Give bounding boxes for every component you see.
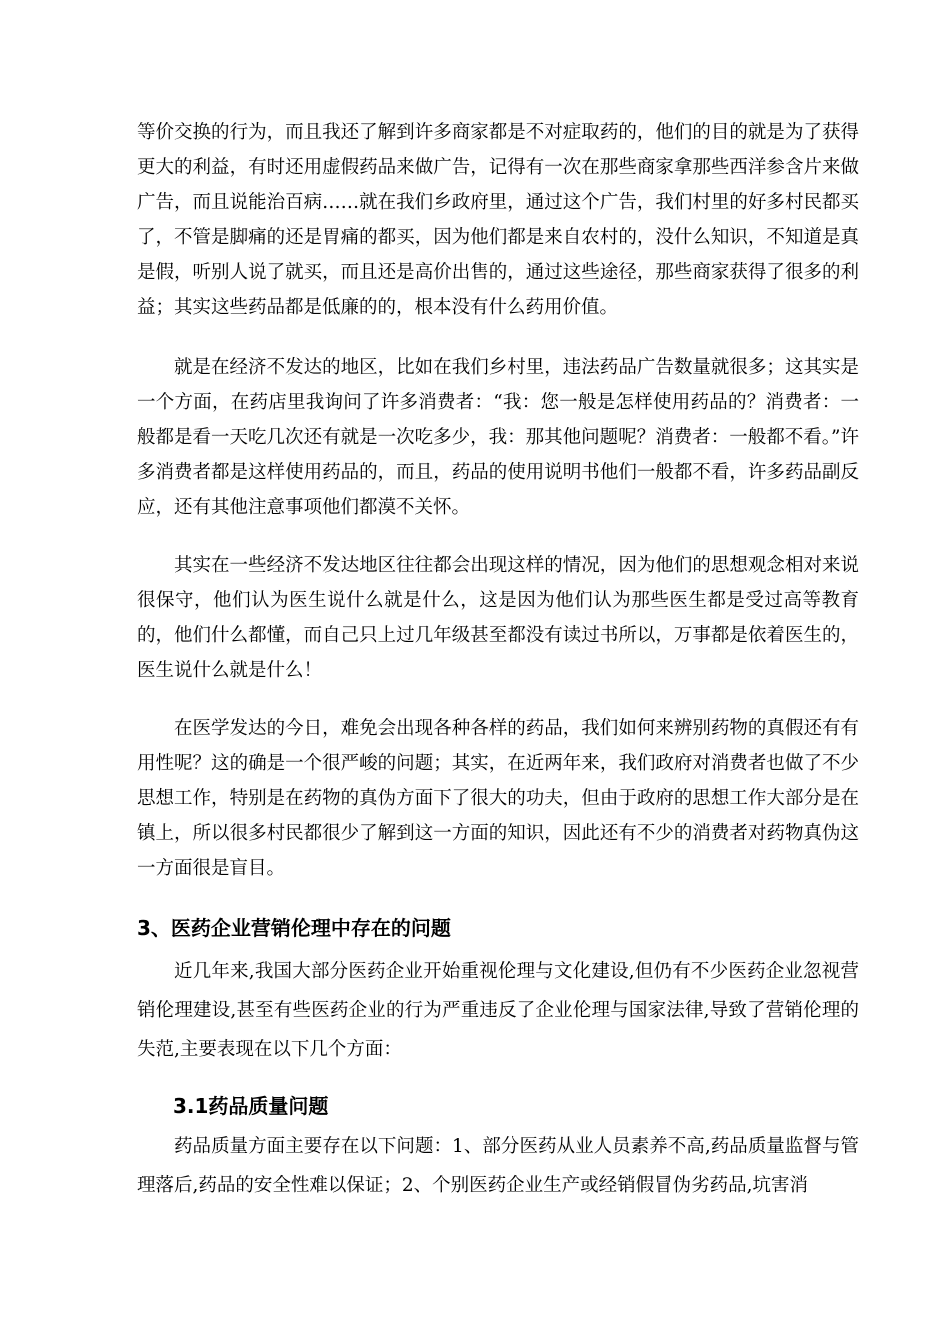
paragraph-section-intro: 近几年来,我国大部分医药企业开始重视伦理与文化建设,但仍有不少医药企业忽视营销伦理建设,甚至有些医药企业的行为严重违反了企业伦理与国家法律,导致了营销伦理的失范,主要表现在以下几个方面： xyxy=(137,961,859,1060)
paragraph-body-3: 其实在一些经济不发达地区往往都会出现这样的情况，因为他们的思想观念相对来说很保守，他们认为医生说什么就是什么，这是因为他们认为那些医生都是受过高等教育的，他们什么都懂，而自己只上过几年级甚至都没有读过书所以，万事都是依着医生的，医生说什么就是什么！ xyxy=(137,555,859,681)
paragraph-body-1: 等价交换的行为，而且我还了解到许多商家都是不对症取药的，他们的目的就是为了获得更大的利益，有时还用虚假药品来做广告，记得有一次在那些商家拿那些西洋参含片来做广告，而且说能治百病……就在我们乡政府里，通过这个广告，我们村里的好多村民都买了，不管是脚痛的还是胃痛的都买，因为他们都是来自农村的，没什么知识，不知道是真是假，听别人说了就买，而且还是高价出售的，通过这些途径，那些商家获得了很多的利益；其实这些药品都是低廉的的，根本没有什么药用价值。 xyxy=(137,122,859,318)
section-heading-3: 3、医药企业营销伦理中存在的问题 xyxy=(137,916,451,940)
subsection-heading-3-1: 3.1药品质量问题 xyxy=(173,1094,329,1118)
paragraph-body-4: 在医学发达的今日，难免会出现各种各样的药品，我们如何来辨别药物的真假还有有用性呢？这的确是一个很严峻的问题；其实，在近两年来，我们政府对消费者也做了不少思想工作，特别是在药物的真伪方面下了很大的功夫，但由于政府的思想工作大部分是在镇上，所以很多村民都很少了解到这一方面的知识，因此还有不少的消费者对药物真伪这一方面很是盲目。 xyxy=(137,718,859,879)
paragraph-body-2: 就是在经济不发达的地区，比如在我们乡村里，违法药品广告数量就很多；这其实是一个方面，在药店里我询问了许多消费者：“我：您一般是怎样使用药品的？消费者：一般都是看一天吃几次还有就是一次吃多少，我：那其他问题呢？消费者：一般都不看。”许多消费者都是这样使用药品的，而且，药品的使用说明书他们一般都不看，许多药品副反应，还有其他注意事项他们都漠不关怀。 xyxy=(137,357,859,518)
paragraph-drug-quality: 药品质量方面主要存在以下问题：1、部分医药从业人员素养不高,药品质量监督与管理落后,药品的安全性难以保证；2、个别医药企业生产或经销假冒伪劣药品,坑害消 xyxy=(137,1136,859,1196)
